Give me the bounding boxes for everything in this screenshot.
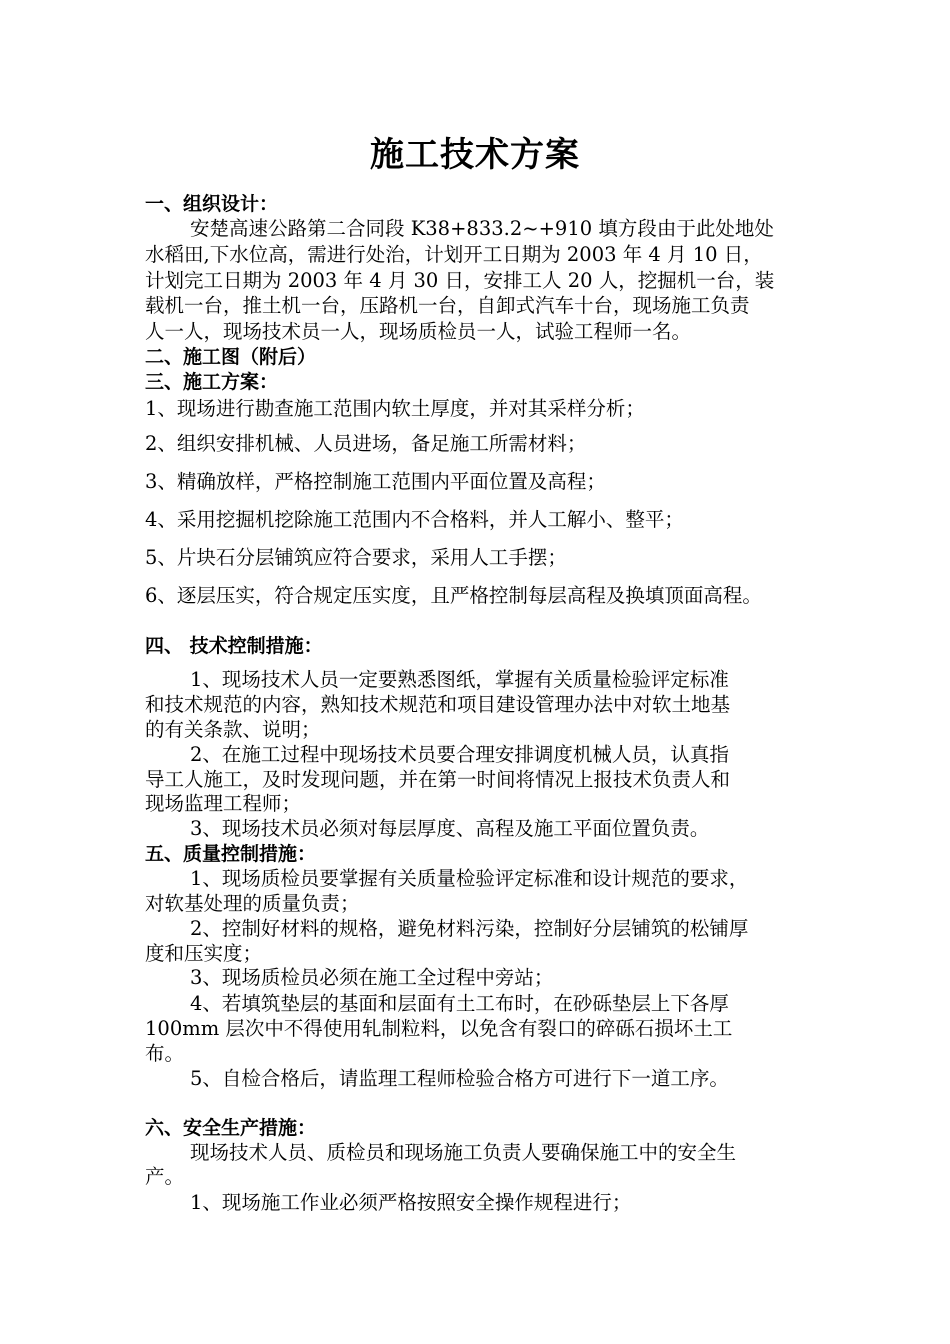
paragraph-line: 1、现场技术人员一定要熟悉图纸，掌握有关质量检验评定标准: [190, 668, 729, 691]
paragraph-line: 水稻田,下水位高，需进行处治，计划开工日期为 2003 年 4 月 10 日，: [145, 243, 763, 266]
paragraph-line: 和技术规范的内容，熟知技术规范和项目建设管理办法中对软土地基: [145, 693, 731, 716]
paragraph-line: 布。: [145, 1042, 185, 1065]
paragraph-line: 2、在施工过程中现场技术员要合理安排调度机械人员，认真指: [190, 743, 729, 766]
paragraph-line: 4、若填筑垫层的基面和层面有土工布时，在砂砾垫层上下各厚: [190, 992, 729, 1015]
paragraph-line: 导工人施工，及时发现问题，并在第一时间将情况上报技术负责人和: [145, 768, 731, 791]
paragraph-line: 的有关条款、说明；: [145, 718, 321, 741]
section-heading-4: 四、 技术控制措施：: [145, 635, 323, 657]
paragraph-line: 安楚高速公路第二合同段 K38+833.2~+910 填方段由于此处地处: [190, 217, 774, 240]
paragraph-line: 人一人，现场技术员一人，现场质检员一人，试验工程师一名。: [145, 320, 692, 343]
section-heading-5: 五、质量控制措施：: [145, 843, 317, 865]
paragraph-line: 载机一台，推土机一台，压路机一台，自卸式汽车十台，现场施工负责: [145, 294, 750, 317]
paragraph-line: 3、现场技术员必须对每层厚度、高程及施工平面位置负责。: [190, 817, 710, 840]
section-heading-6: 六、安全生产措施：: [145, 1117, 317, 1139]
paragraph-line: 计划完工日期为 2003 年 4 月 30 日，安排工人 20 人，挖掘机一台，装: [145, 269, 775, 292]
list-item: 1、现场进行勘查施工范围内软土厚度，并对其采样分析；: [145, 397, 645, 420]
paragraph-line: 3、现场质检员必须在施工全过程中旁站；: [190, 966, 554, 989]
paragraph-line: 现场监理工程师；: [145, 792, 302, 815]
paragraph-line: 度和压实度；: [145, 942, 263, 965]
paragraph-line: 对软基处理的质量负责；: [145, 892, 360, 915]
list-item: 3、精确放样，严格控制施工范围内平面位置及高程；: [145, 470, 606, 493]
paragraph-line: 2、控制好材料的规格，避免材料污染，控制好分层铺筑的松铺厚: [190, 917, 749, 940]
paragraph-line: 5、自检合格后，请监理工程师检验合格方可进行下一道工序。: [190, 1067, 729, 1090]
list-item: 6、逐层压实，符合规定压实度，且严格控制每层高程及换填顶面高程。: [145, 584, 762, 607]
paragraph-line: 1、现场施工作业必须严格按照安全操作规程进行；: [190, 1191, 632, 1214]
list-item: 4、采用挖掘机挖除施工范围内不合格料，并人工解小、整平；: [145, 508, 684, 531]
paragraph-line: 现场技术人员、质检员和现场施工负责人要确保施工中的安全生: [190, 1141, 737, 1164]
paragraph-line: 产。: [145, 1165, 185, 1188]
section-heading-1: 一、组织设计：: [145, 193, 279, 215]
section-heading-3: 三、施工方案：: [145, 371, 279, 393]
paragraph-line: 100mm 层次中不得使用轧制粒料，以免含有裂口的碎砾石损坏土工: [145, 1017, 733, 1040]
section-heading-2: 二、施工图（附后）: [145, 346, 317, 368]
document-title: 施工技术方案: [370, 135, 580, 175]
paragraph-line: 1、现场质检员要掌握有关质量检验评定标准和设计规范的要求，: [190, 867, 749, 890]
list-item: 2、组织安排机械、人员进场，备足施工所需材料；: [145, 432, 587, 455]
list-item: 5、片块石分层铺筑应符合要求，采用人工手摆；: [145, 546, 567, 569]
